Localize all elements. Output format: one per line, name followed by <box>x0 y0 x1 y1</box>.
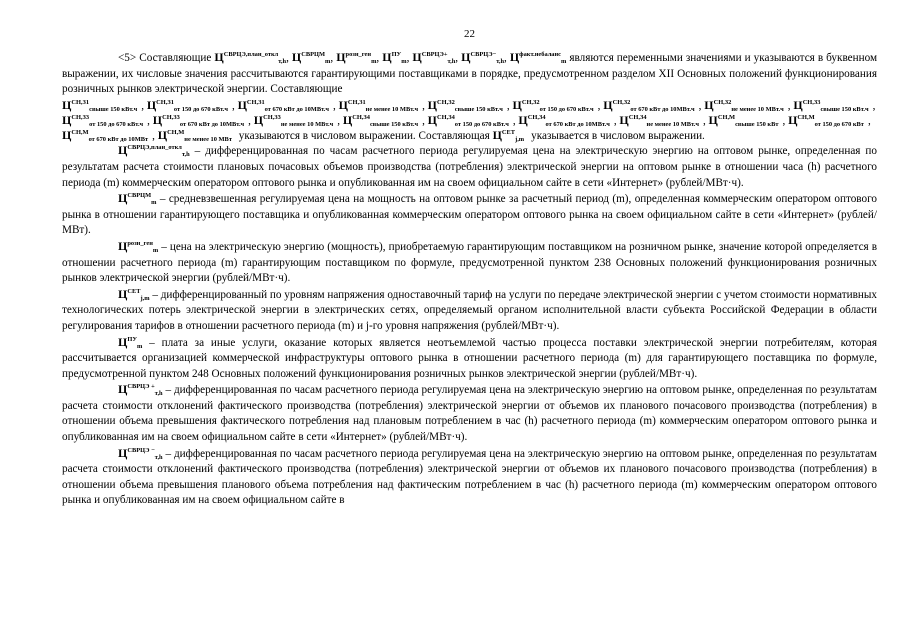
definitions-list <box>62 143 877 509</box>
definition-variable: $Ц^{розн\_ген}_m$ <box>118 238 159 254</box>
definition-text: – дифференцированная по часам расчетного периода регулируемая цена на электрическую энергию на оптовом рынке, определенная по результатам расчета стоимости плановых почасовых объемов производства (потребления) электрической энергии на оптовом рынке в отношении часа (h) расчетного периода (m) коммерческим оператором оптового рынка и опубликованная им на своем официальном сайте в сети «Интернет» (рублей/МВт·ч). <box>62 145 877 189</box>
component-variable: $Ц^{СН,З4}_{от 670 кВт до 10МВт.ч}$ <box>518 112 610 128</box>
component-variable: $Ц^{СН,З3}_{свыше 150 кВт.ч}$ <box>793 97 869 113</box>
definition-paragraph <box>62 287 877 335</box>
component-variable: $Ц^{СН,З1}_{свыше 150 кВт.ч}$ <box>62 97 138 113</box>
intro-variable: $Ц^{СВРЦЭ-}_{т,h}$ <box>461 50 504 65</box>
component-variable: $Ц^{СН,М}_{свыше 150 кВт}$ <box>708 112 779 128</box>
intro-variable: $Ц^{ПУ}_m$ <box>382 50 407 65</box>
components-text: указываются в числовом выражении. Составляющая <box>238 130 490 143</box>
component-variable: $Ц^{СН,З1}_{не менее 10 МВт.ч}$ <box>338 97 419 113</box>
component-variable: $Ц^{СН,З3}_{от 670 кВт до 10МВт.ч}$ <box>152 112 245 128</box>
definition-paragraph <box>62 446 877 509</box>
definition-paragraph <box>62 191 877 239</box>
component-variable: $Ц^{СН,З1}_{от 670 кВт до 10МВт.ч}$ <box>237 97 329 113</box>
component-variable: $Ц^{СН,З4}_{от 150 до 670 кВт.ч}$ <box>427 112 509 128</box>
intro-paragraph <box>62 50 877 98</box>
set-variable: $Ц^{СЕТ}_{j,m}$ <box>492 128 525 144</box>
intro-label: <5> Составляющие <box>118 52 212 64</box>
intro-variable: $Ц^{СВРЦЭ,план\_откл}_{т,h}$ <box>214 50 287 65</box>
component-variable: $Ц^{СН,З4}_{не менее 10 МВт.ч}$ <box>619 112 699 128</box>
definition-paragraph <box>62 382 877 445</box>
component-variable: $Ц^{СН,З2}_{от 670 кВт до 10МВт.ч}$ <box>603 97 695 113</box>
intro-variable: $Ц^{СВРЦМ}_m$ <box>291 50 331 65</box>
component-list: $Ц^{СН,З1}_{свыше 150 кВт.ч}$ , $Ц^{СН,З1}_{от 150 до 670 кВт.ч}$ , $Ц^{СН,З1}_{от 670 кВт до 10МВт.ч}$ , $Ц^{СН,З1}_{не менее 10 МВт.ч}$ , $Ц^{СН,З2}_{свыше 150 кВт.ч}$ , $Ц^{СН,З2}_{от 150 до 670 кВт.ч}$ , $Ц^{СН,З2}_{от 670 кВт до 10МВт.ч}$ , $Ц^{СН,З2}_{не менее 10 МВт.ч}$ , $Ц^{СН,З3}_{свыше 150 кВт.ч}$ , $Ц^{СН,З3}_{от 150 до 670 кВт.ч}$ , $Ц^{СН,З3}_{от 670 кВт до 10МВт.ч}$ , $Ц^{СН,З3}_{не менее 10 МВт.ч}$ , $Ц^{СН,З4}_{свыше 150 кВт.ч}$ , $Ц^{СН,З4}_{от 150 до 670 кВт.ч}$ , $Ц^{СН,З4}_{от 670 кВт до 10МВт.ч}$ , $Ц^{СН,З4}_{не менее 10 МВт.ч}$ , $Ц^{СН,М}_{свыше 150 кВт}$ , $Ц^{СН,М}_{от 150 до 670 кВт}$ , $Ц^{СН,М}_{от 670 кВт до 10МВт}$ , $Ц^{СН,М}_{не менее 10 МВт}$ <box>62 97 876 144</box>
component-variable: $Ц^{СН,М}_{от 150 до 670 кВт}$ <box>788 112 864 128</box>
intro-variable: $Ц^{факт.небаланс}_m$ <box>509 50 567 65</box>
definition-text: – средневзвешенная регулируемая цена на мощность на оптовом рынке за расчетный период (m), определенная коммерческим оператором оптового рынка в отношении гарантирующего поставщика и опубликованная коммерческим оператором оптового рынка на своем официальном сайте в сети «Интернет» (рублей/МВт). <box>62 193 877 237</box>
component-variable: $Ц^{СН,З4}_{свыше 150 кВт.ч}$ <box>342 112 419 128</box>
intro-variable: $Ц^{СВРЦЭ+}_{т,h}$ <box>412 50 456 65</box>
definition-text: – дифференцированный по уровням напряжения одноставочный тариф на услуги по передаче электрической энергии с учетом стоимости нормативных технологических потерь электрической энергии в электрических сетях, определяемый органом исполнительной власти субъекта Российской Федерации в области регулирования тарифов в отношении расчетного периода (m) и j-го уровня напряжения (рублей/МВт·ч). <box>62 288 877 332</box>
definition-text: – плата за иные услуги, оказание которых является неотъемлемой частью процесса поставки электрической энергии потребителям, которая рассчитывается организацией коммерческой инфраструктуры оптового рынка в отношении расчетного периода (m) для гарантирующего поставщика по формуле, предусмотренной пунктом 248 Основных положений функционирования розничных рынков электрической энергии (рублей/МВт·ч). <box>62 336 877 380</box>
component-variable: $Ц^{СН,З3}_{от 150 до 670 кВт.ч}$ <box>62 112 144 128</box>
definition-variable: $Ц^{СВРЦЭ -}_{т,h}$ <box>118 445 163 461</box>
component-variable: $Ц^{СН,З2}_{не менее 10 МВт.ч}$ <box>704 97 784 113</box>
definition-variable: $Ц^{ПУ}_m$ <box>118 334 143 350</box>
definition-text: – дифференцированная по часам расчетного периода регулируемая цена на электрическую энергию на оптовом рынке, определенная по результатам расчета стоимости отклонений фактического производства (потребления) электрической энергии от объемов их планового почасового производства (потребления) в отношении объема превышения планового объема потребления над фактическим потреблением в час (h) расчетного периода (m) коммерческим оператором оптового рынка и опубликованная им на своем официальном сайте в <box>62 447 877 507</box>
intro-variables: $Ц^{СВРЦЭ,план\_откл}_{т,h}$, $Ц^{СВРЦМ}_m$, $Ц^{розн\_ген}_m$, $Ц^{ПУ}_m$, $Ц^{СВРЦЭ+}_{т,h}$, $Ц^{СВРЦЭ-}_{т,h}$, $Ц^{факт.небаланс}_m$ <box>214 50 567 65</box>
components-block <box>62 98 877 144</box>
page-number: 22 <box>464 28 475 40</box>
definition-text: – дифференцированная по часам расчетного периода регулируемая цена на электрическую энергию на оптовом рынке, определенная по результатам расчета стоимости отклонений фактического производства (потребления) электрической энергии от объемов их планового почасового производства (потребления) в отношении объема превышения фактического потребления над плановым потреблением в час (h) расчетного периода (m) коммерческим оператором оптового рынка и опубликованная им на своем официальном сайте в сети «Интернет» (рублей/МВт·ч). <box>62 384 877 444</box>
component-variable: $Ц^{СН,З3}_{не менее 10 МВт.ч}$ <box>253 112 334 128</box>
definition-variable: $Ц^{СВРЦМ}_m$ <box>118 191 157 207</box>
definition-paragraph <box>62 335 877 383</box>
components-text-2: указывается в числовом выражении. <box>531 130 705 143</box>
definition-variable: $Ц^{СЕТ}_{j,m}$ <box>118 286 150 302</box>
component-variable: $Ц^{СН,М}_{не менее 10 МВт}$ <box>157 128 232 144</box>
component-variable: $Ц^{СН,З2}_{от 150 до 670 кВт.ч}$ <box>512 97 594 113</box>
component-variable: $Ц^{СН,З2}_{свыше 150 кВт.ч}$ <box>427 97 503 113</box>
component-variable: $Ц^{СН,М}_{от 670 кВт до 10МВт}$ <box>62 128 149 144</box>
definition-paragraph <box>62 143 877 191</box>
component-variable: $Ц^{СН,З1}_{от 150 до 670 кВт.ч}$ <box>146 97 228 113</box>
definition-variable: $Ц^{СВРЦЭ +}_{т,h}$ <box>118 382 163 398</box>
definition-variable: $Ц^{СВРЦЭ,план\_откл}_{т,h}$ <box>118 143 190 159</box>
definition-paragraph <box>62 239 877 287</box>
intro-variable: $Ц^{розн\_ген}_m$ <box>336 50 377 65</box>
intro-text: являются переменными значениями и указываются в буквенном выражении, их числовые значения рассчитываются гарантирующими поставщиками в порядке, предусмотренном разделом XII Основных положений функционирования розничных рынков электрической энергии. Составляющие <box>62 52 878 96</box>
definition-text: – цена на электрическую энергию (мощность), приобретаемую гарантирующим поставщиком на розничном рынке, значение которой определяется в отношении расчетного периода (m) гарантирующим поставщиком по формуле, предусмотренной пунктом 238 Основных положений функционирования розничных рынков электрической энергии (рублей/МВт·ч). <box>62 240 877 285</box>
